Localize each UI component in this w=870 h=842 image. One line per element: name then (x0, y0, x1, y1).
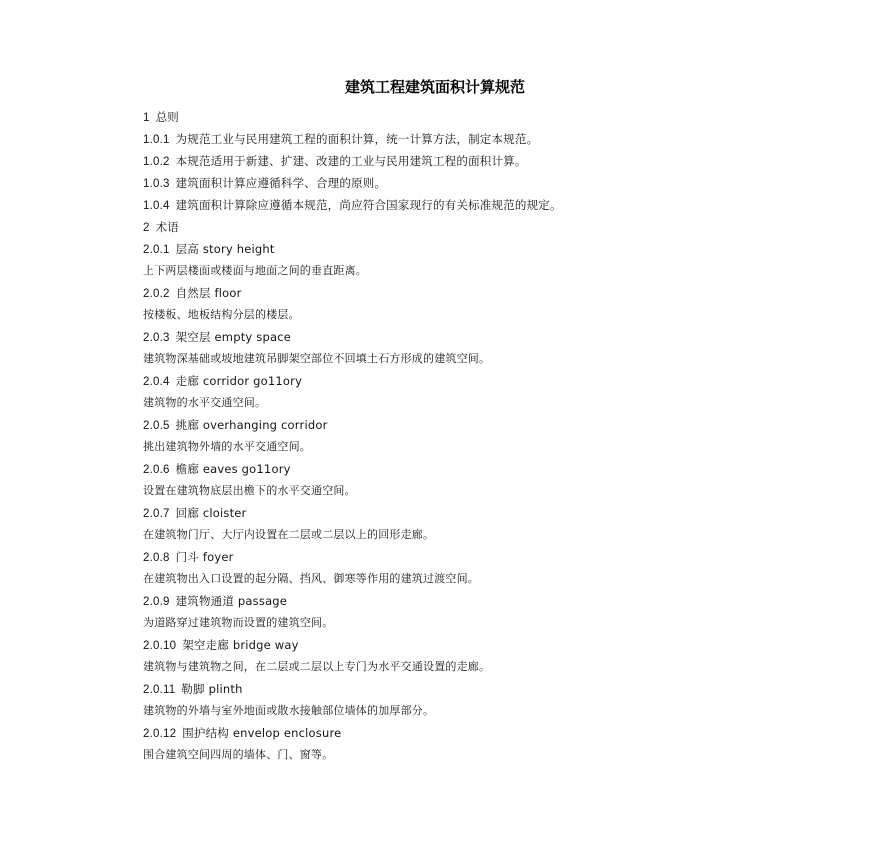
definition-text (143, 568, 843, 590)
clause-text: 围合建筑空间四周的墙体、门、窗等。 (143, 748, 334, 761)
clause-text: 门斗 foyer (175, 550, 234, 564)
clause-number: 2.0.10 (143, 640, 177, 652)
clause-text: 层高 story height (175, 242, 275, 256)
clause-text: 走廊 corridor go11ory (175, 374, 303, 388)
definition-text (143, 612, 843, 634)
clause-text: 建筑面积计算除应遵循本规范，尚应符合国家现行的有关标准规范的规定。 (175, 198, 562, 212)
clause-text: 自然层 floor (175, 286, 242, 300)
clause-number: 2.0.12 (143, 728, 177, 740)
clause-line (143, 370, 843, 392)
clause-text: 在建筑物出入口设置的起分隔、挡风、御寒等作用的建筑过渡空间。 (143, 572, 479, 585)
clause-line (143, 458, 843, 480)
clause-text: 建筑物的水平交通空间。 (143, 396, 267, 409)
clause-text: 建筑物的外墙与室外地面或散水接触部位墙体的加厚部分。 (143, 704, 435, 717)
clause-line (143, 282, 843, 304)
clause-number: 2.0.11 (143, 684, 176, 696)
clause-number: 2 (143, 222, 150, 234)
clause-text: 挑廊 overhanging corridor (175, 418, 328, 432)
clause-line (143, 678, 843, 700)
clause-text: 建筑物通道 passage (175, 594, 288, 608)
clause-text: 总则 (155, 110, 180, 124)
clause-number: 2.0.4 (143, 376, 170, 388)
clause-text: 架空走廊 bridge way (182, 638, 299, 652)
clause-text: 本规范适用于新建、扩建、改建的工业与民用建筑工程的面积计算。 (175, 154, 527, 168)
clause-number: 2.0.7 (143, 508, 170, 520)
clause-text: 建筑物与建筑物之间，在二层或二层以上专门为水平交通设置的走廊。 (143, 660, 491, 673)
clause-line (143, 106, 843, 128)
clause-number: 1.0.3 (143, 178, 170, 190)
clause-number: 1.0.2 (143, 156, 170, 168)
clause-text: 术语 (155, 220, 180, 234)
clause-line (143, 172, 843, 194)
definition-text (143, 348, 843, 370)
clause-number: 2.0.8 (143, 552, 170, 564)
clause-number: 1.0.4 (143, 200, 170, 212)
clause-line (143, 502, 843, 524)
clause-number: 1 (143, 112, 150, 124)
definition-text (143, 524, 843, 546)
clause-line (143, 128, 843, 150)
clause-number: 2.0.1 (143, 244, 170, 256)
clause-text: 建筑物深基础或坡地建筑吊脚架空部位不回填土石方形成的建筑空间。 (143, 352, 491, 365)
definition-text (143, 656, 843, 678)
clause-number: 1.0.1 (143, 134, 170, 146)
clause-line (143, 634, 843, 656)
clause-text: 按楼板、地板结构分层的楼层。 (143, 308, 300, 321)
clause-line (143, 150, 843, 172)
clause-text: 设置在建筑物底层出檐下的水平交通空间。 (143, 484, 356, 497)
definition-text (143, 744, 843, 766)
definition-text (143, 480, 843, 502)
clause-text: 为道路穿过建筑物而设置的建筑空间。 (143, 616, 334, 629)
clause-line (143, 722, 843, 744)
clause-number: 2.0.2 (143, 288, 170, 300)
clause-text: 架空层 empty space (175, 330, 292, 344)
definition-text (143, 436, 843, 458)
clause-line (143, 194, 843, 216)
clause-text: 上下两层楼面或楼面与地面之间的垂直距离。 (143, 264, 367, 277)
clause-text: 勒脚 plinth (181, 682, 243, 696)
clause-number: 2.0.5 (143, 420, 170, 432)
clause-text: 为规范工业与民用建筑工程的面积计算，统一计算方法，制定本规范。 (175, 132, 539, 146)
clause-text: 檐廊 eaves go11ory (175, 462, 291, 476)
clause-text: 建筑面积计算应遵循科学、合理的原则。 (175, 176, 387, 190)
clause-line (143, 326, 843, 348)
document-title: 建筑工程建筑面积计算规范 (344, 78, 525, 96)
clause-line (143, 238, 843, 260)
definition-text (143, 700, 843, 722)
clause-text: 挑出建筑物外墙的水平交通空间。 (143, 440, 311, 453)
clause-line (143, 590, 843, 612)
clause-number: 2.0.9 (143, 596, 170, 608)
clause-text: 围护结构 envelop enclosure (182, 726, 342, 740)
clause-number: 2.0.6 (143, 464, 170, 476)
definition-text (143, 304, 843, 326)
clause-line (143, 546, 843, 568)
definition-text (143, 392, 843, 414)
definition-text (143, 260, 843, 282)
clause-line (143, 216, 843, 238)
clause-text: 在建筑物门厅、大厅内设置在二层或二层以上的回形走廊。 (143, 528, 435, 541)
document-body (143, 106, 843, 766)
clause-text: 回廊 cloister (175, 506, 247, 520)
clause-number: 2.0.3 (143, 332, 170, 344)
clause-line (143, 414, 843, 436)
